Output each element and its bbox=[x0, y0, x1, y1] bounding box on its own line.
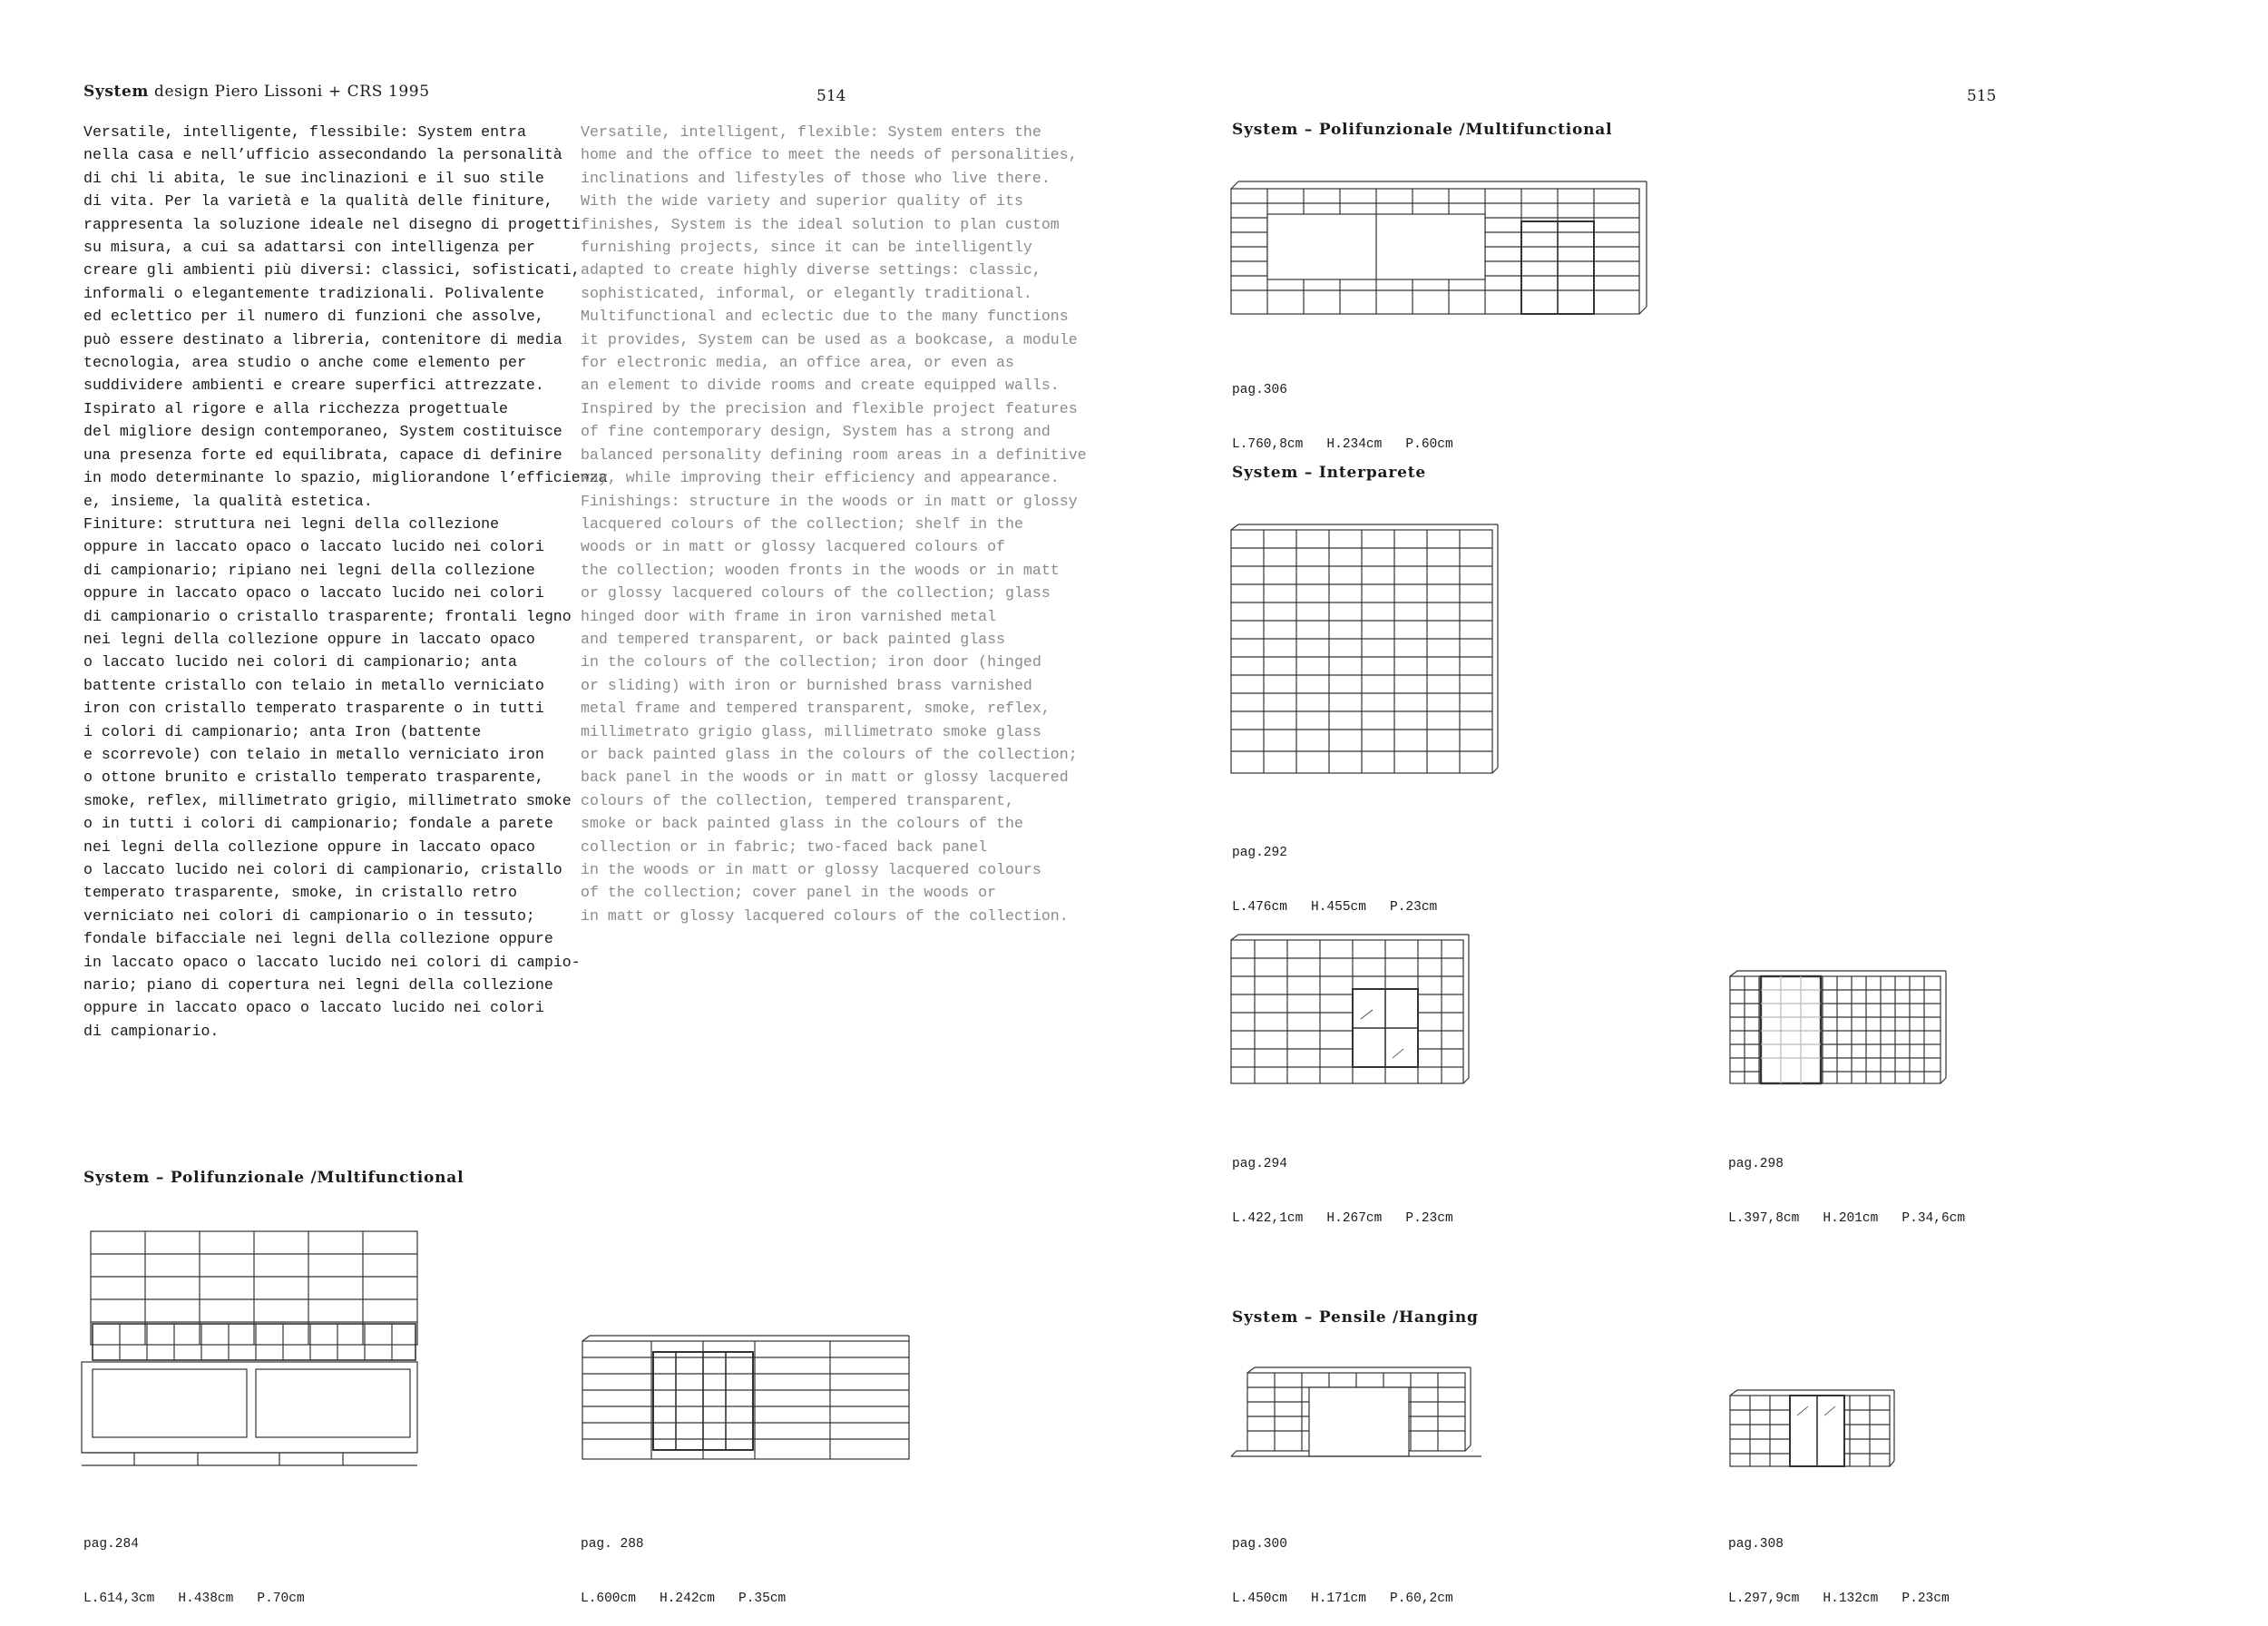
caption-p284 bbox=[83, 1499, 305, 1626]
page-ref: pag.292 bbox=[1232, 846, 1287, 860]
dimensions: L.600cm H.242cm P.35cm bbox=[581, 1592, 787, 1606]
page-number-right: 515 bbox=[1967, 87, 1997, 105]
furniture-drawing-p306 bbox=[1229, 180, 1656, 320]
caption-p288 bbox=[581, 1499, 786, 1626]
furniture-drawing-p308 bbox=[1728, 1388, 1896, 1470]
dimensions: L.297,9cm H.132cm P.23cm bbox=[1728, 1592, 1950, 1606]
page-ref: pag.284 bbox=[83, 1537, 139, 1552]
caption-p308 bbox=[1728, 1499, 1950, 1626]
caption-p298 bbox=[1728, 1119, 1965, 1246]
furniture-drawing-p292 bbox=[1229, 523, 1501, 777]
caption-p306 bbox=[1232, 345, 1453, 472]
page-number-left: 514 bbox=[816, 87, 846, 105]
page-ref: pag.306 bbox=[1232, 383, 1287, 397]
running-header bbox=[83, 83, 430, 101]
dimensions: L.422,1cm H.267cm P.23cm bbox=[1232, 1211, 1453, 1226]
page-ref: pag.298 bbox=[1728, 1157, 1784, 1171]
caption-p300 bbox=[1232, 1499, 1453, 1626]
page-ref: pag.308 bbox=[1728, 1537, 1784, 1552]
dimensions: L.476cm H.455cm P.23cm bbox=[1232, 900, 1438, 915]
caption-p294 bbox=[1232, 1119, 1453, 1246]
section-heading-multifunctional-left: System – Polifunzionale /Multifunctional bbox=[83, 1169, 464, 1187]
furniture-drawing-p288 bbox=[581, 1334, 916, 1470]
design-credit: design Piero Lissoni + CRS 1995 bbox=[154, 83, 430, 101]
italian-description: Versatile, intelligente, flessibile: System entra nella casa e nell’ufficio assecondando la personalità di chi li abita, le sue inclinazioni e il suo stile di vita. Per la varietà e la qualità delle finiture, rappresenta la soluzione ideale nel disegno di progetti su misura, a cui sa adattarsi con intelligenza per creare gli ambienti più diversi: classici, sofisticati, informali o elegantemente tradizionali. Polivalente ed eclettico per il numero di funzioni che assolve, può essere destinato a libreria, contenitore di media tecnologia, area studio o anche come elemento per suddividere ambienti e creare superfici attrezzate. Ispirato al rigore e alla ricchezza progettuale del migliore design contemporaneo, System costituisce una presenza forte ed equilibrata, capace di definire in modo determinante lo spazio, migliorandone l’efficienza e, insieme, la qualità estetica. Finiture: struttura nei legni della collezione oppure in laccato opaco o laccato lucido nei colori di campionario; ripiano nei legni della collezione oppure in laccato opaco o laccato lucido nei colori di campionario o cristallo trasparente; frontali legno nei legni della collezione oppure in laccato opaco o laccato lucido nei colori di campionario; anta battente cristallo con telaio in metallo verniciato iron con cristallo temperato trasparente o in tutti i colori di campionario; anta Iron (battente e scorrevole) con telaio in metallo verniciato iron o ottone brunito e cristallo temperato trasparente, smoke, reflex, millimetrato grigio, millimetrato smoke o in tutti i colori di campionario; fondale a parete nei legni della collezione oppure in laccato opaco o laccato lucido nei colori di campionario, cristallo temperato trasparente, smoke, in cristallo retro verniciato nei colori di campionario o in tessuto; fondale bifacciale nei legni della collezione oppure in laccato opaco o laccato lucido nei colori di campio- nario; piano di copertura nei legni della collezione oppure in laccato opaco o laccato lucido nei colori di campionario. bbox=[83, 123, 608, 1040]
page-ref: pag. 288 bbox=[581, 1537, 644, 1552]
section-heading-interparete: System – Interparete bbox=[1232, 464, 1426, 482]
brand-name: System bbox=[83, 83, 149, 101]
furniture-drawing-p284 bbox=[80, 1229, 425, 1470]
page-ref: pag.300 bbox=[1232, 1537, 1287, 1552]
english-description: Versatile, intelligent, flexible: System enters the home and the office to meet the needs of personalities, inclinations and lifestyles of those who live there. With the wide variety and superior quality of its finishes, System is the ideal solution to plan custom furnishing projects, since it can be intelligently adapted to create highly diverse settings: classic, sophisticated, informal, or elegantly traditional. Multifunctional and eclectic due to the many functions it provides, System can be used as a bookcase, a module for electronic media, an office area, or even as an element to divide rooms and create equipped walls. Inspired by the precision and flexible project features of fine contemporary design, System has a strong and balanced personality defining room areas in a definitive way, while improving their efficiency and appearance. Finishings: structure in the woods or in matt or glossy lacquered colours of the collection; shelf in the woods or in matt or glossy lacquered colours of the collection; wooden fronts in the woods or in matt or glossy lacquered colours of the collection; glass hinged door with frame in iron varnished metal and tempered transparent, or back painted glass in the colours of the collection; iron door (hinged or sliding) with iron or burnished brass varnished metal frame and tempered transparent, smoke, reflex, millimetrato grigio glass, millimetrato smoke glass or back painted glass in the colours of the collection; back panel in the woods or in matt or glossy lacquered colours of the collection, tempered transparent, smoke or back painted glass in the colours of the collection or in fabric; two-faced back panel in the woods or in matt or glossy lacquered colours of the collection; cover panel in the woods or in matt or glossy lacquered colours of the collection. bbox=[581, 123, 1087, 925]
furniture-drawing-p298 bbox=[1728, 969, 1950, 1087]
section-heading-hanging: System – Pensile /Hanging bbox=[1232, 1308, 1479, 1327]
furniture-drawing-p300 bbox=[1229, 1366, 1483, 1467]
dimensions: L.450cm H.171cm P.60,2cm bbox=[1232, 1592, 1453, 1606]
caption-p292 bbox=[1232, 808, 1437, 935]
furniture-drawing-p294 bbox=[1229, 933, 1474, 1087]
section-heading-multifunctional-right: System – Polifunzionale /Multifunctional bbox=[1232, 121, 1613, 139]
page-ref: pag.294 bbox=[1232, 1157, 1287, 1171]
dimensions: L.397,8cm H.201cm P.34,6cm bbox=[1728, 1211, 1966, 1226]
dimensions: L.760,8cm H.234cm P.60cm bbox=[1232, 437, 1453, 452]
dimensions: L.614,3cm H.438cm P.70cm bbox=[83, 1592, 305, 1606]
